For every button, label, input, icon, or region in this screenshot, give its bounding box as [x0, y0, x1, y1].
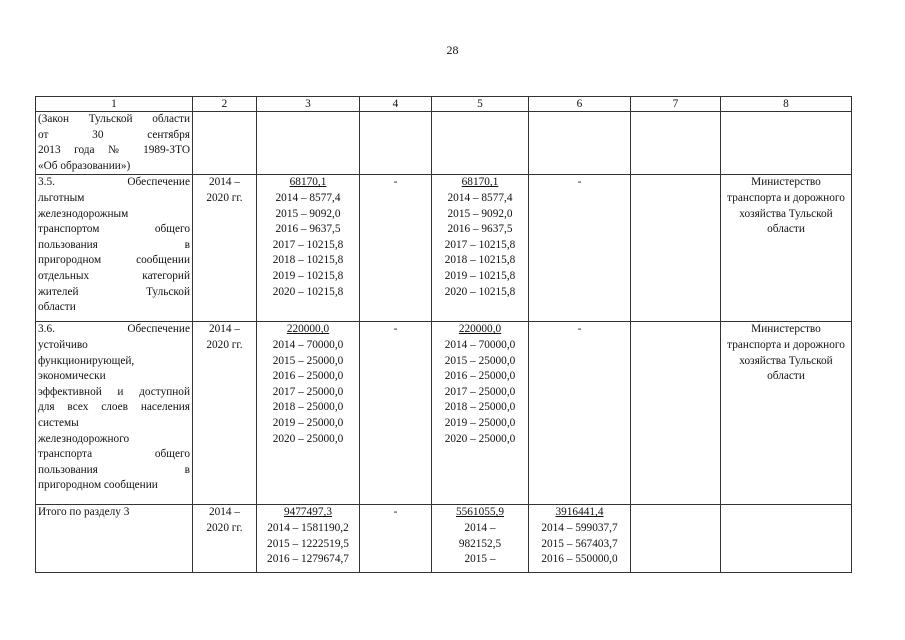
table-row: [36, 175, 852, 322]
cell-line: 9477497,3: [283, 506, 332, 519]
period-cell: [193, 112, 257, 175]
measure-name-line: 3.6. Обеспечение: [38, 323, 190, 336]
budget-table: [35, 96, 852, 573]
cell-line: -: [577, 323, 582, 336]
cell-line: 2015 – 25000,0: [272, 354, 344, 367]
cell-line: 2018 – 25000,0: [272, 401, 344, 414]
cell-line: 2020 – 25000,0: [444, 432, 516, 445]
header-cell: 2: [193, 97, 257, 112]
federal-budget-cell: -: [360, 322, 432, 505]
regional-budget-cell: [432, 112, 529, 175]
page-number: 28: [446, 43, 459, 57]
cell-line: 2014 –: [464, 521, 496, 534]
measure-name-line: области: [38, 301, 76, 314]
measure-name-line: функционирующей,: [38, 354, 135, 367]
measure-name-line: пригородном сообщении: [38, 254, 190, 267]
measure-name-line: транспортом общего: [38, 223, 190, 236]
responsible-executor-cell: Министерство транспорта и дорожного хозяйства Тульской области: [721, 322, 852, 505]
responsible-executor-cell: Министерство транспорта и дорожного хозяйства Тульской области: [721, 175, 852, 322]
cell-line: 2019 – 10215,8: [272, 269, 344, 282]
cell-line: 2016 – 1279674,7: [267, 553, 349, 566]
cell-line: 2020 – 10215,8: [444, 285, 516, 298]
table-row: [36, 505, 852, 573]
cell-line: 2016 – 550000,0: [541, 553, 618, 566]
cell-line: 2016 – 25000,0: [272, 370, 344, 383]
measure-name-cell: [36, 175, 193, 322]
cell-line: 2014 – 599037,7: [541, 521, 618, 534]
extrabudget-cell: [631, 112, 721, 175]
measure-name-line: транспорта общего: [38, 448, 190, 461]
local-budget-cell: [529, 322, 631, 505]
cell-line: 5561055,9: [455, 506, 504, 519]
cell-line: -: [577, 176, 582, 189]
measure-name-line: для всех слоев населения: [38, 401, 190, 414]
measure-name-line: «Об образовании»): [38, 159, 131, 172]
header-cell: 1: [36, 97, 193, 112]
measure-name-line: от 30 сентября: [38, 128, 190, 141]
cell-line: 2014 – 70000,0: [444, 338, 516, 351]
cell-line: 3916441,4: [555, 506, 604, 519]
total-funding-cell: [257, 112, 360, 175]
measure-name-line: (Закон Тульской области: [38, 113, 190, 125]
local-budget-cell: [529, 175, 631, 322]
cell-line: 2019 – 25000,0: [444, 416, 516, 429]
cell-line: 220000,0: [286, 323, 330, 336]
period-cell: [193, 505, 257, 573]
period-cell: [193, 175, 257, 322]
cell-line: 2015 – 9092,0: [447, 207, 513, 220]
total-funding-cell: [257, 505, 360, 573]
cell-line: 2015 – 1222519,5: [267, 537, 349, 550]
cell-line: 2020 гг.: [206, 338, 243, 351]
cell-line: 982152,5: [458, 537, 502, 550]
cell-line: 2014 –: [208, 506, 241, 519]
extrabudget-cell: [631, 322, 721, 505]
header-cell: 3: [257, 97, 360, 112]
measure-name-line: льготным: [38, 191, 85, 204]
measure-name-cell: [36, 505, 193, 573]
measure-name-line: пользования в: [38, 463, 190, 476]
cell-line: 2015 – 25000,0: [444, 354, 516, 367]
cell-line: 68170,1: [289, 176, 327, 189]
cell-line: 2014 – 70000,0: [272, 338, 344, 351]
cell-line: 2018 – 10215,8: [444, 254, 516, 267]
cell-line: 2018 – 10215,8: [272, 254, 344, 267]
cell-line: 2017 – 10215,8: [272, 238, 344, 251]
measure-name-line: экономически: [38, 370, 106, 383]
cell-line: 2014 – 8577,4: [447, 191, 513, 204]
period-cell: [193, 322, 257, 505]
federal-budget-cell: -: [360, 505, 432, 573]
measure-name-line: пригородном сообщении: [38, 479, 158, 492]
cell-line: 2017 – 25000,0: [444, 385, 516, 398]
cell-line: 2017 – 25000,0: [272, 385, 344, 398]
measure-name-line: отдельных категорий: [38, 269, 190, 282]
measure-name-line: системы: [38, 416, 79, 429]
measure-name-line: жителей Тульской: [38, 285, 190, 298]
cell-line: 2020 – 25000,0: [272, 432, 344, 445]
cell-line: 2020 – 10215,8: [272, 285, 344, 298]
cell-line: 2019 – 10215,8: [444, 269, 516, 282]
header-cell: 8: [721, 97, 852, 112]
responsible-executor-cell: [721, 112, 852, 175]
measure-name-line: 2013 года № 1989-ЗТО: [38, 144, 190, 157]
local-budget-cell: [529, 112, 631, 175]
cell-line: 2014 –: [208, 176, 241, 189]
header-cell: 5: [432, 97, 529, 112]
table-header-row: [36, 97, 852, 112]
regional-budget-cell: [432, 322, 529, 505]
cell-line: 220000,0: [458, 323, 502, 336]
cell-line: 2018 – 25000,0: [444, 401, 516, 414]
table-row: [36, 322, 852, 505]
total-funding-cell: [257, 175, 360, 322]
cell-line: 2016 – 9637,5: [275, 223, 341, 236]
cell-line: 2014 – 8577,4: [275, 191, 341, 204]
local-budget-cell: [529, 505, 631, 573]
measure-name-line: Итого по разделу 3: [38, 506, 130, 519]
measure-name-cell: [36, 112, 193, 175]
cell-line: 2015 – 9092,0: [275, 207, 341, 220]
cell-line: 2020 гг.: [206, 521, 243, 534]
regional-budget-cell: [432, 175, 529, 322]
cell-line: 2014 –: [208, 323, 241, 336]
cell-line: 2016 – 25000,0: [444, 370, 516, 383]
federal-budget-cell: [360, 112, 432, 175]
table-row: [36, 112, 852, 175]
cell-line: 2014 – 1581190,2: [267, 521, 349, 534]
regional-budget-cell: [432, 505, 529, 573]
measure-name-line: 3.5. Обеспечение: [38, 176, 190, 189]
federal-budget-cell: -: [360, 175, 432, 322]
cell-line: 68170,1: [461, 176, 499, 189]
total-funding-cell: [257, 322, 360, 505]
measure-name-line: железнодорожным: [38, 207, 129, 220]
cell-line: 2016 – 9637,5: [447, 223, 513, 236]
measure-name-line: эффективной и доступной: [38, 385, 190, 398]
extrabudget-cell: [631, 175, 721, 322]
cell-line: 2020 гг.: [206, 191, 243, 204]
extrabudget-cell: [631, 505, 721, 573]
cell-line: 2015 – 567403,7: [541, 537, 618, 550]
header-cell: 6: [529, 97, 631, 112]
cell-line: 2017 – 10215,8: [444, 238, 516, 251]
cell-line: 2019 – 25000,0: [272, 416, 344, 429]
responsible-executor-cell: [721, 505, 852, 573]
measure-name-line: устойчиво: [38, 338, 88, 351]
header-cell: 7: [631, 97, 721, 112]
measure-name-cell: [36, 322, 193, 505]
header-cell: 4: [360, 97, 432, 112]
measure-name-line: железнодорожного: [38, 432, 130, 445]
measure-name-line: пользования в: [38, 238, 190, 251]
cell-line: 2015 –: [464, 553, 496, 566]
